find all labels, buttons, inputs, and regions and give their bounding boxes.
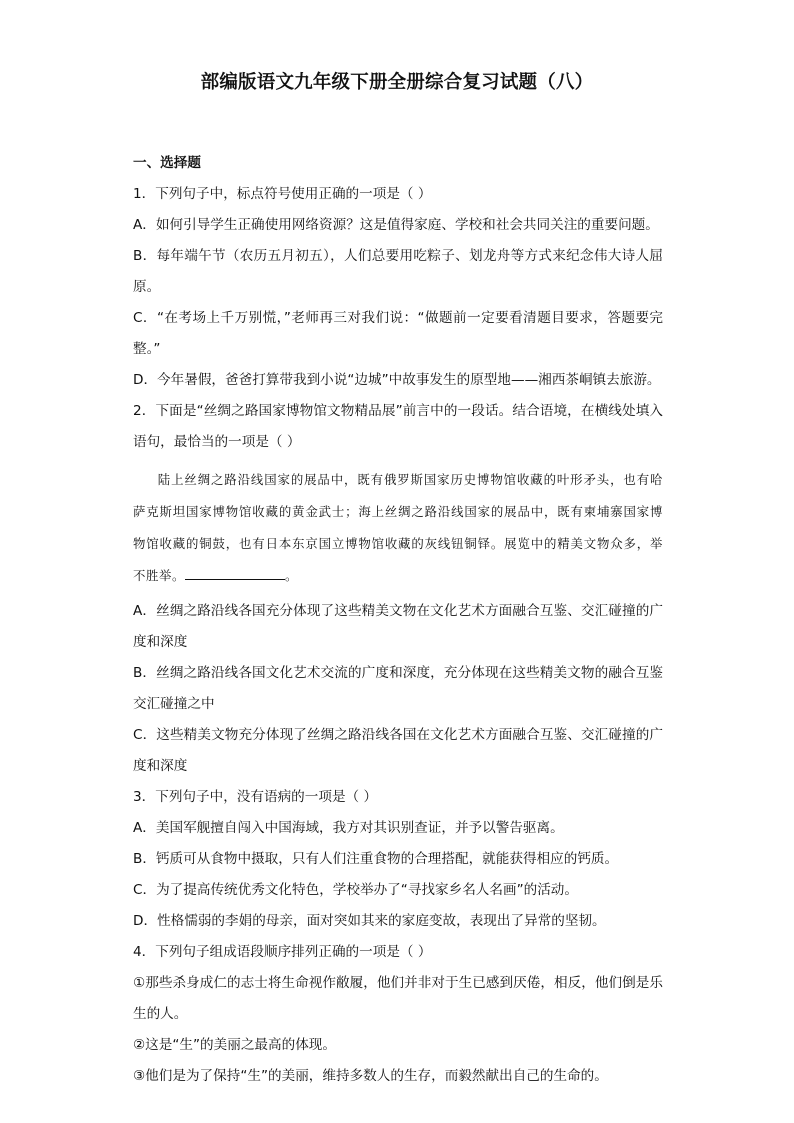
option-a: A．如何引导学生正确使用网络资源？这是值得家庭、学校和社会共同关注的重要问题。	[133, 217, 659, 233]
section-heading: 一、选择题	[133, 155, 201, 171]
fill-blank	[185, 565, 285, 580]
excerpt-text: 陆上丝绸之路沿线国家的展品中，既有俄罗斯国家历史博物馆收藏的叶形矛头，也有哈萨克斯坦国家博物馆收藏的黄金武士；海上丝绸之路沿线国家的展品中，既有柬埔寨国家博物馆收藏的铜鼓，也有日本东京国立博物馆收藏的灰线钮铜铎。展览中的精美文物众多，举不胜举。	[133, 472, 663, 583]
option-c: C．这些精美文物充分体现了丝绸之路沿线各国在文化艺术方面融合互鉴、交汇碰撞的广度和深度	[133, 727, 663, 774]
excerpt-end: 。	[284, 568, 298, 583]
question-2	[133, 396, 663, 782]
option-a: A．丝绸之路沿线各国充分体现了这些精美文物在文化艺术方面融合互鉴、交汇碰撞的广度和深度	[133, 603, 663, 650]
document-body	[133, 148, 663, 1092]
excerpt-paragraph	[133, 464, 663, 592]
option-c: C．为了提高传统优秀文化特色，学校举办了“寻找家乡名人名画”的活动。	[133, 882, 578, 898]
question-stem: 1．下列句子中，标点符号使用正确的一项是（ ）	[133, 186, 432, 202]
option-b: B．钙质可从食物中摄取，只有人们注重食物的合理搭配，就能获得相应的钙质。	[133, 851, 619, 867]
question-stem: 4．下列句子组成语段顺序排列正确的一项是（ ）	[133, 944, 432, 960]
question-stem: 3．下列句子中，没有语病的一项是（ ）	[133, 789, 378, 805]
question-stem: 2．下面是“丝绸之路国家博物馆文物精品展”前言中的一段话。结合语境，在横线处填入语句，最恰当的一项是（ ）	[133, 403, 663, 450]
question-3	[133, 782, 663, 937]
option-b: B．丝绸之路沿线各国文化艺术交流的广度和深度，充分体现在这些精美文物的融合互鉴交汇碰撞之中	[133, 665, 663, 712]
sentence-item-1: ①那些杀身成仁的志士将生命视作敝履，他们并非对于生已感到厌倦，相反，他们倒是乐生的人。	[133, 975, 663, 1022]
page-title: 部编版语文九年级下册全册综合复习试题（八）	[200, 72, 594, 93]
option-a: A．美国军舰擅自闯入中国海域，我方对其识别查证，并予以警告驱离。	[133, 820, 564, 836]
option-c: C．“在考场上千万别慌，”老师再三对我们说：“做题前一定要看清题目要求，答题要完整。”	[133, 310, 663, 357]
sentence-item-2: ②这是“生”的美丽之最高的体现。	[133, 1037, 336, 1053]
option-d: D．今年暑假，爸爸打算带我到小说“边城”中故事发生的原型地——湘西茶峒镇去旅游。	[133, 372, 661, 388]
question-1	[133, 179, 663, 396]
option-d: D．性格懦弱的李娟的母亲，面对突如其来的家庭变故，表现出了异常的坚韧。	[133, 913, 606, 929]
option-b: B．每年端午节（农历五月初五），人们总要用吃粽子、划龙舟等方式来纪念伟大诗人屈原。	[133, 248, 663, 295]
sentence-item-3: ③他们是为了保持“生”的美丽，维持多数人的生存，而毅然献出自己的生命的。	[133, 1068, 608, 1084]
question-4	[133, 937, 663, 1092]
